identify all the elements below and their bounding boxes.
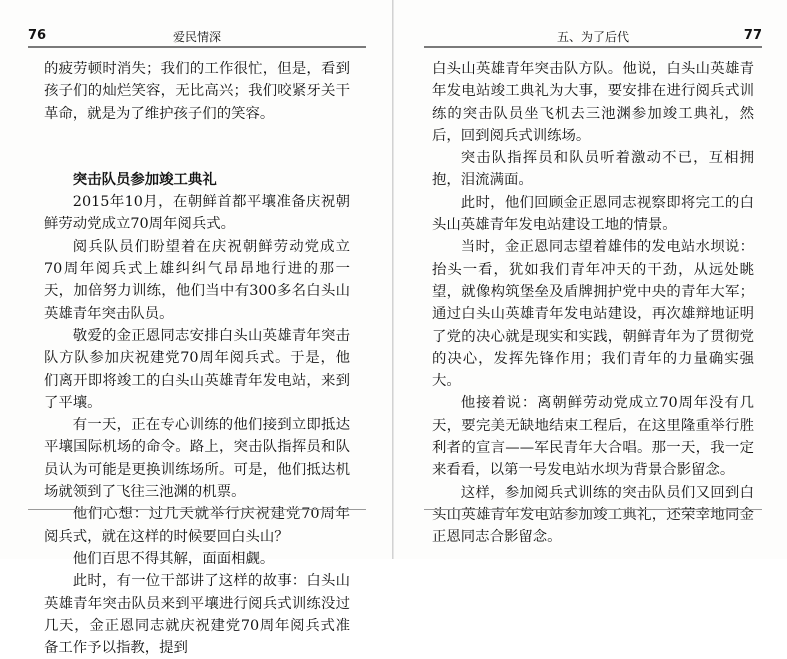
paragraph: 他们心想：过几天就举行庆祝建党70周年阅兵式，就在这样的时候要回白头山？ — [44, 506, 350, 545]
section-heading: 突击队员参加竣工典礼 — [72, 170, 217, 188]
right-page — [394, 0, 787, 559]
paragraph: 这样，参加阅兵式训练的突击队员们又回到白头山英雄青年发电站参加竣工典礼，还荣幸地同金正恩同志合影留念。 — [432, 484, 754, 546]
left-page — [0, 0, 392, 657]
continued-paragraph: 白头山英雄青年突击队方队。他说，白头山英雄青年发电站竣工典礼为大事，要安排在进行阅兵式训练的突击队员坐飞机去三池渊参加竣工典礼，然后，回到阅兵式训练场。 — [432, 61, 754, 144]
right-running-title: 五、为了后代 — [556, 30, 629, 44]
right-footer-rule — [424, 509, 762, 510]
left-page-body — [44, 58, 350, 659]
paragraph: 2015年10月，在朝鲜首都平壤准备庆祝朝鲜劳动党成立70周年阅兵式。 — [44, 194, 350, 233]
continued-paragraph: 的疲劳顿时消失；我们的工作很忙，但是，看到孩子们的灿烂笑容，无比高兴；我们咬紧牙关干革命，就是为了维护孩子们的笑容。 — [44, 61, 350, 122]
left-running-title: 爱民情深 — [172, 30, 221, 44]
paragraph: 当时，金正恩同志望着雄伟的发电站水坝说：抬头一看，犹如我们青年冲天的干劲，从远处眺望，就像构筑堡垒及盾牌拥护党中央的青年大军；通过白头山英雄青年发电站建设，再次雄辩地证明了党的决心就是现实和实践，朝鲜青年为了贯彻党的决心，发挥先锋作用；我们青年的力量确实强大。 — [432, 239, 754, 390]
paragraph: 此时，有一位干部讲了这样的故事：白头山英雄青年突击队员来到平壤进行阅兵式训练没过几天，金正恩同志就庆祝建党70周年阅兵式准备工作予以指教，提到 — [44, 573, 350, 657]
paragraph: 他们百思不得其解，面面相觑。 — [72, 550, 275, 567]
left-page-number: 76 — [28, 28, 47, 43]
paragraph: 他接着说：离朝鲜劳动党成立70周年没有几天，要完美无缺地结束工程后，在这里隆重举行胜利者的宣言——军民青年大合唱。那一天，我一定来看看，以第一号发电站水坝为背景合影留念。 — [432, 395, 754, 479]
paragraph: 阅兵队员们盼望着在庆祝朝鲜劳动党成立70周年阅兵式上雄纠纠气昂昂地行进的那一天，加倍努力训练，他们当中有300多名白头山英雄青年突击队员。 — [44, 238, 350, 322]
section-spacer — [44, 125, 350, 169]
right-page-header — [424, 24, 762, 48]
paragraph: 有一天，正在专心训练的他们接到立即抵达平壤国际机场的命令。路上，突击队指挥员和队员认为可能是更换训练场所。可是，他们抵达机场就领到了飞往三池渊的机票。 — [44, 417, 350, 501]
right-page-number: 77 — [743, 28, 762, 43]
paragraph: 突击队指挥员和队员听着激动不已，互相拥抱，泪流满面。 — [432, 150, 754, 189]
paragraph: 敬爱的金正恩同志安排白头山英雄青年突击队方队参加庆祝建党70周年阅兵式。于是，他们离开即将竣工的白头山英雄青年发电站，来到了平壤。 — [44, 327, 350, 411]
right-page-body — [432, 58, 754, 549]
left-footer-rule — [28, 509, 366, 510]
left-page-header — [28, 24, 366, 48]
paragraph: 此时，他们回顾金正恩同志视察即将完工的白头山英雄青年发电站建设工地的情景。 — [432, 194, 754, 234]
